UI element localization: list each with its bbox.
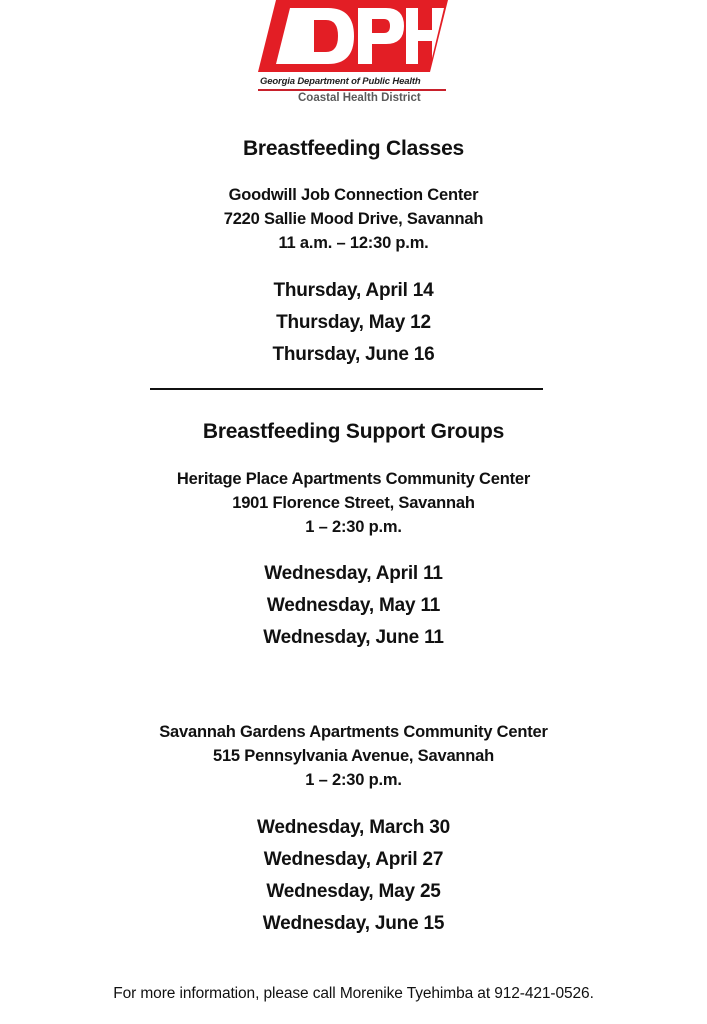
location-name: Goodwill Job Connection Center <box>228 186 479 204</box>
support-location-savannah-gardens <box>0 720 707 792</box>
dph-logo <box>258 0 450 108</box>
date-item: Wednesday, June 15 <box>262 913 445 934</box>
classes-location <box>0 183 707 255</box>
location-address: 1901 Florence Street, Savannah <box>232 494 475 512</box>
date-item: Thursday, May 12 <box>276 312 431 333</box>
location-address: 7220 Sallie Mood Drive, Savannah <box>223 210 484 228</box>
classes-title: Breastfeeding Classes <box>242 137 465 160</box>
support-groups-title: Breastfeeding Support Groups <box>202 420 505 443</box>
date-item: Thursday, June 16 <box>272 344 435 365</box>
organization-name: Georgia Department of Public Health <box>260 76 421 87</box>
date-item: Thursday, April 14 <box>273 280 434 301</box>
date-item: Wednesday, April 11 <box>264 563 443 584</box>
date-item: Wednesday, June 11 <box>263 627 444 648</box>
section-divider <box>150 388 543 390</box>
date-item: Wednesday, April 27 <box>263 849 444 870</box>
classes-dates <box>0 275 707 371</box>
date-item: Wednesday, May 11 <box>266 595 441 616</box>
location-name: Heritage Place Apartments Community Center <box>176 470 531 488</box>
support-dates-heritage <box>0 558 707 654</box>
support-location-heritage <box>0 467 707 539</box>
location-time: 1 – 2:30 p.m. <box>305 518 402 536</box>
date-item: Wednesday, May 25 <box>266 881 441 902</box>
district-name: Coastal Health District <box>298 92 421 104</box>
location-address: 515 Pennsylvania Avenue, Savannah <box>212 747 495 765</box>
date-item: Wednesday, March 30 <box>257 817 450 838</box>
dph-logo-mark-icon <box>258 0 450 76</box>
location-time: 11 a.m. – 12:30 p.m. <box>278 234 429 252</box>
location-time: 1 – 2:30 p.m. <box>305 771 402 789</box>
contact-info: For more information, please call Morenike Tyehimba at 912-421-0526. <box>113 985 594 1002</box>
location-name: Savannah Gardens Apartments Community Center <box>159 723 548 741</box>
logo-divider <box>258 89 446 91</box>
support-dates-savannah-gardens <box>0 812 707 940</box>
